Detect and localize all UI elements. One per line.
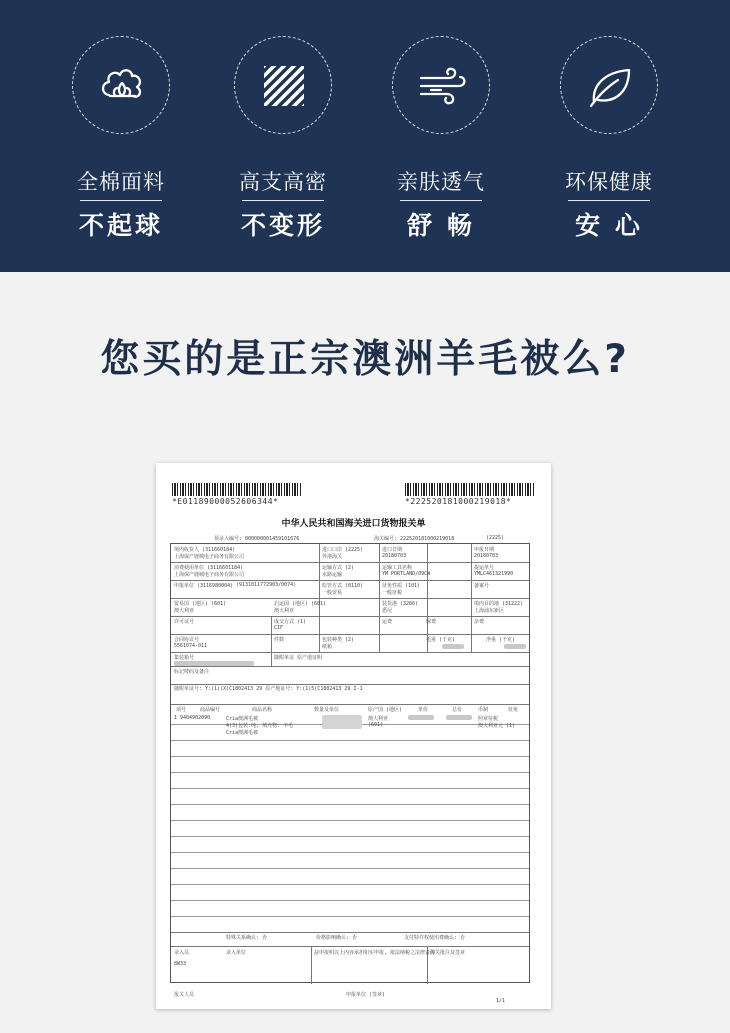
customs-number: 海关编号: 222520181000219018: [374, 536, 455, 542]
cell: 保费: [426, 619, 437, 625]
icon-circle: [234, 36, 332, 134]
redaction: [322, 715, 362, 729]
page-question: 您买的是正宗澳洲羊毛被么?: [100, 337, 630, 382]
icon-circle: [72, 36, 170, 134]
cell: 标记唛码及备注: [174, 669, 210, 675]
cell: YM PORTLAND/09CW: [382, 571, 431, 577]
cell: 申报单位 (3116980004): [174, 583, 234, 589]
cell: 纸箱: [322, 644, 333, 650]
divider: [80, 200, 162, 201]
cell: 监管方式 (0110): [322, 583, 364, 589]
cell: 价格影响确认: 否: [316, 935, 358, 941]
feature-label: 亲肤透气: [397, 170, 485, 194]
feature-highlight: 不变形: [240, 211, 325, 240]
customs-declaration-document: [156, 463, 551, 1009]
cell: 启运国 (地区) (601): [274, 601, 327, 607]
cell: 水路运输: [322, 572, 343, 578]
column-header: 币制: [478, 707, 489, 713]
redaction: [446, 715, 472, 720]
pre-entry-number: 预录入编号: 000000001459101676: [214, 536, 300, 542]
cell: 20180703: [474, 553, 499, 559]
cell: 一般贸易: [322, 590, 343, 596]
cell: 录入单位: [226, 950, 247, 956]
cell: 许可证号: [174, 619, 195, 625]
goods-cell: 4(3)包装:纯, 填充物: 羊毛: [226, 723, 294, 729]
column-header: 商品编号: [200, 707, 221, 713]
cell: 录入员: [174, 950, 190, 956]
cell: 进口口岸 (2225): [322, 547, 364, 553]
document-title: 中华人民共和国海关进口货物报关单: [281, 519, 426, 529]
feature-label: 高支高密: [239, 170, 327, 194]
cell: 申报单位 (签章): [346, 992, 386, 998]
wind-icon: [417, 61, 467, 111]
cell: 征免性质 (101): [382, 583, 421, 589]
cell: 澳大利亚: [274, 608, 295, 614]
cell: 申报日期: [474, 547, 495, 553]
cell: 悉尼: [382, 608, 393, 614]
cell: 随附单证 原产地证明: [274, 655, 323, 661]
cell: 进口日期: [382, 547, 403, 553]
redaction: [408, 715, 434, 720]
goods-cell: (601): [368, 722, 384, 728]
column-header: 数量及单位: [314, 707, 340, 713]
cotton-icon: [97, 61, 147, 111]
cell: 境内目的地 (31222): [474, 601, 524, 607]
cell: 随附单证号: Y:(1)(X)C1802413 29 原产地证号: Y:(1)5(C1802413 29 I-1: [174, 686, 363, 692]
column-header: 原产国 (地区): [368, 707, 403, 713]
feature-label: 全棉面料: [77, 170, 165, 194]
cell: CIF: [274, 625, 284, 631]
barcode-left: [172, 483, 302, 496]
cell: 20180703: [382, 553, 407, 559]
cell: 上海浦东新区: [474, 608, 505, 614]
cell: 消费使用单位 (3116601184): [174, 565, 244, 571]
cell: 运输工具名称: [382, 565, 413, 571]
cell: 毛重 (千克): [426, 637, 456, 643]
goods-cell: 照章征税: [478, 716, 499, 722]
page-number: 1/1: [496, 998, 506, 1004]
cell: 备案号: [474, 583, 490, 589]
cell: 件数: [274, 637, 285, 643]
cell: 装货港 (3266): [382, 601, 419, 607]
feature-highlight: 安 心: [575, 211, 643, 240]
cell: 境内收货人 (311660184): [174, 547, 236, 553]
redaction: [442, 644, 464, 649]
cell: 运输方式 (2): [322, 565, 355, 571]
cell: YMLC461321990: [474, 571, 514, 577]
stripes-icon: [259, 61, 309, 111]
goods-cell: 1 9404902090: [174, 715, 211, 721]
goods-cell: 澳大利亚元 (1): [478, 723, 516, 729]
cell: 提运单号: [474, 565, 495, 571]
cell: 兹申报明以上内容承担如实申报, 依法纳税之法律责任: [314, 950, 436, 956]
cell: (9131011772903/0074): [236, 582, 297, 588]
leaf-icon: [585, 61, 635, 111]
goods-cell: Cria澳洲毛被: [226, 716, 259, 722]
cell: 海关批注及签章: [430, 950, 466, 956]
barcode-right: [405, 483, 535, 496]
cell: 成交方式 (1): [274, 619, 307, 625]
cell: 特殊关系确认: 否: [226, 935, 268, 941]
column-header: 商品名称: [252, 707, 273, 713]
barcode-right-text: *222520181000219018*: [405, 497, 512, 506]
cell: 杂费: [474, 619, 485, 625]
cell: 集装箱号: [174, 655, 195, 661]
cell: 上海保产鹿城电子商务有限公司: [174, 572, 245, 578]
barcode-left-text: *E01189000052606344*: [172, 497, 279, 506]
cell: 上海保产鹿城电子商务有限公司: [174, 554, 245, 560]
goods-cell: 澳大利亚: [368, 716, 389, 722]
column-header: 征免: [508, 707, 519, 713]
divider: [400, 200, 482, 201]
feature-highlight: 舒 畅: [407, 211, 475, 240]
cell: 支付特许权使用费确认: 否: [404, 935, 466, 941]
icon-circle: [560, 36, 658, 134]
redaction: [504, 644, 526, 649]
redaction: [174, 661, 254, 666]
cell: 澳大利亚: [174, 608, 195, 614]
column-header: 总价: [452, 707, 463, 713]
feature-label: 环保健康: [565, 170, 653, 194]
column-header: 单价: [418, 707, 429, 713]
cell: 8W33: [174, 961, 187, 967]
port-code: (2225): [486, 535, 505, 541]
cell: 净重 (千克): [486, 637, 516, 643]
cell: 贸易国 (地区) (601): [174, 601, 227, 607]
divider: [568, 200, 650, 201]
cell: 报关人员: [174, 992, 195, 998]
cell: 包装种类 (2): [322, 637, 355, 643]
cell: 运费: [382, 619, 393, 625]
divider: [242, 200, 324, 201]
icon-circle: [392, 36, 490, 134]
cell: 5561074-011: [174, 643, 208, 649]
cell: 合同协议号: [174, 637, 200, 643]
cell: 外港海关: [322, 554, 343, 560]
column-header: 项号: [176, 707, 187, 713]
goods-cell: Cria澳洲毛被: [226, 730, 259, 736]
cell: 一般征税: [382, 590, 403, 596]
feature-highlight: 不起球: [78, 211, 163, 240]
